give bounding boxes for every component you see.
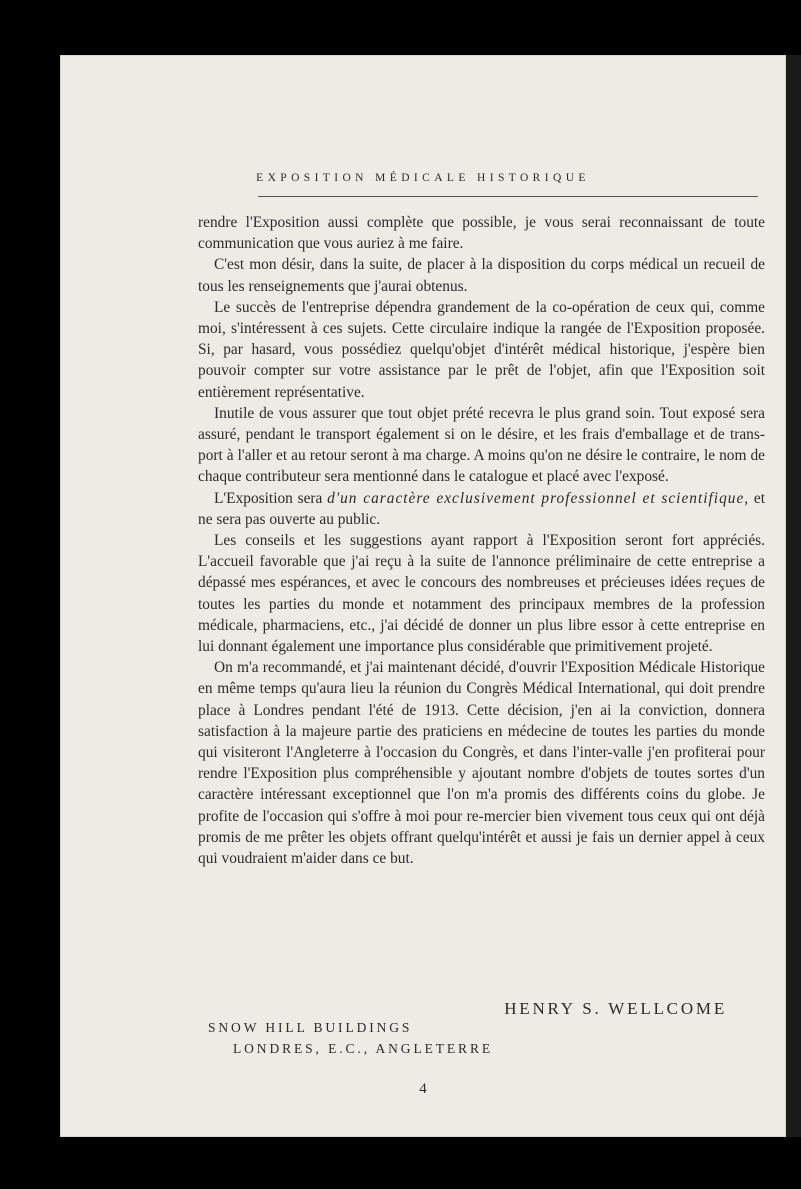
paragraph-5-start: L'Exposition sera xyxy=(214,489,328,507)
signature: HENRY S. WELLCOME xyxy=(504,999,727,1018)
paragraph-4: Inutile de vous assurer que tout objet prété recevra le plus grand soin. Tout exposé sera assuré, pendant le transport également si on le désire, et les frais d'emballage et de trans-port à l'aller et au retour seront à ma charge. A moins qu'on ne désire le contraire, le nom de chaque contributeur sera mentionné dans le catalogue et placé avec l'exposé. xyxy=(198,404,765,486)
document-page xyxy=(60,55,786,1137)
paragraph-5-end: et ne sera pas ouverte au public. xyxy=(198,489,765,528)
page-number: 4 xyxy=(419,1081,427,1097)
header-rule xyxy=(258,196,758,197)
paragraph-7: On m'a recommandé, et j'ai maintenant décidé, d'ouvrir l'Exposition Médicale Historique en même temps qu'aura lieu la réunion du Congrès Médical International, qui doit prendre place à Londres pendant l'été de 1913. Cette décision, j'en ai la conviction, donnera satisfaction à la majeure partie des praticiens en médecine de toutes les parties du monde qui visiteront l'Angleterre à l'occasion du Congrès, et dans l'inter-valle j'en profiterai pour rendre l'Exposition plus compréhensible y ajoutant nombre d'objets de toutes sortes d'un caractère intéressant exceptionnel que l'on m'a promis des différents coins du globe. Je profite de l'occasion qui s'offre à moi pour re-mercier bien vivement tous ceux qui ont déjà promis de me prêter les objets offrant quelqu'intérêt et aussi je fais un dernier appel à ceux qui voudraient m'aider dans ce but. xyxy=(198,659,765,868)
running-header: EXPOSITION MÉDICALE HISTORIQUE xyxy=(256,172,590,184)
paragraph-1: rendre l'Exposition aussi complète que possible, je vous serai reconnaissant de toute communication que vous auriez à me faire. xyxy=(198,214,765,253)
paragraph-5-emphasis: d'un caractère exclusivement professionnel et scientifique, xyxy=(327,489,750,507)
address-line-1: SNOW HILL BUILDINGS xyxy=(208,1020,413,1035)
letter-body xyxy=(198,212,765,869)
adjacent-page-edge xyxy=(786,55,801,1137)
paragraph-2: C'est mon désir, dans la suite, de placer à la disposition du corps médical un recueil de tous les renseignements que j'aurai obtenus. xyxy=(198,256,765,295)
paragraph-3: Le succès de l'entreprise dépendra grandement de la co-opération de ceux qui, comme moi, s'intéressent à ces sujets. Cette circulaire indique la rangée de l'Exposition proposée. Si, par hasard, vous possédiez quelqu'objet d'intérêt médical historique, j'espère bien pouvoir compter sur votre assistance par le prêt de l'objet, afin que l'Exposition soit entièrement représentative. xyxy=(198,298,765,401)
address-line-2: LONDRES, E.C., ANGLETERRE xyxy=(233,1041,493,1056)
paragraph-5 xyxy=(198,488,765,530)
paragraph-6: Les conseils et les suggestions ayant rapport à l'Exposition seront fort appréciés. L'accueil favorable que j'ai reçu à la suite de l'annonce préliminaire de cette entreprise a dépassé mes espérances, et avec le concours des nombreuses et précieuses idées reçues de toutes les parties du monde et notamment des principaux membres de la profession médicale, pharmaciens, etc., j'ai décidé de donner un plus libre essor à cette entreprise en lui donnant également une importance plus considérable que primitivement projeté. xyxy=(198,532,765,656)
